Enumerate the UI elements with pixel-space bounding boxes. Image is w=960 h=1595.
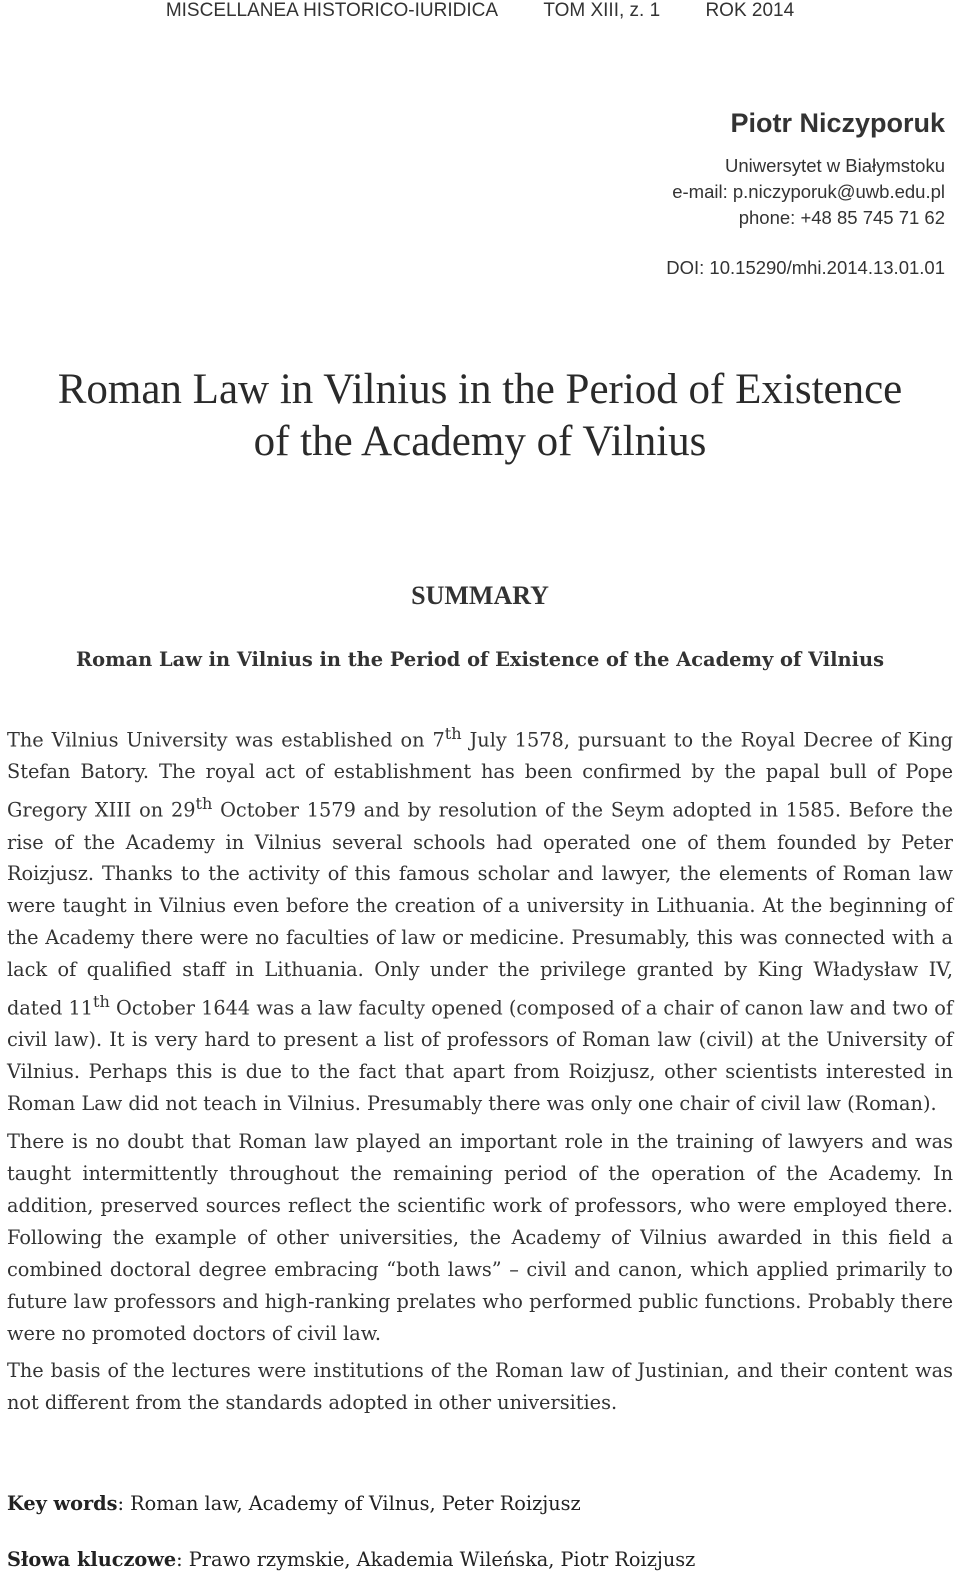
publication-year: ROK 2014 (705, 0, 795, 21)
title-line-2: of the Academy of Vilnius (253, 418, 707, 465)
keywords-value: : Roman law, Academy of Vilnus, Peter Roizjusz (117, 1492, 581, 1515)
author-email[interactable]: e-mail: p.niczyporuk@uwb.edu.pl (672, 181, 945, 202)
author-name: Piotr Niczyporuk (730, 108, 945, 138)
p1-superscript-3: th (93, 992, 110, 1012)
author-affiliation: Uniwersytet w Białymstoku (724, 155, 945, 176)
doi[interactable]: DOI: 10.15290/mhi.2014.13.01.01 (666, 257, 945, 278)
volume-number: TOM XIII, z. 1 (543, 0, 661, 21)
summary-paragraph-3: The basis of the lectures were institutions of the Roman law of Justinian, and their content was not different from the standards adopted in other universities. (7, 1359, 953, 1415)
keywords-pl-label: Słowa kluczowe (7, 1548, 177, 1571)
p1-text-a: The Vilnius University was established on 7 (7, 728, 445, 752)
keywords-english (7, 1492, 953, 1515)
p1-text-d: October 1644 was a law faculty opened (composed of a chair of canon law and two of civil law). It is very hard to present a list of professors of Roman law (civil) at the University of Vilnius. Perhaps this is due to the fact that apart from Roizjusz, other scientists interested in Roman Law did not teach in Vilnius. Presumably there was only one chair of civil law (Roman). (7, 996, 953, 1116)
keywords-label: Key words (7, 1492, 118, 1515)
summary-subtitle: Roman Law in Vilnius in the Period of Existence of the Academy of Vilnius (76, 648, 884, 671)
title-line-1: Roman Law in Vilnius in the Period of Existence (57, 366, 903, 413)
running-header (0, 0, 960, 24)
keywords-polish (7, 1548, 953, 1571)
keywords-pl-value: : Prawo rzymskie, Akademia Wileńska, Piotr Roizjusz (176, 1548, 696, 1571)
journal-name: MISCELLANEA HISTORICO-IURIDICA (165, 0, 499, 21)
p1-superscript-1: th (444, 724, 462, 743)
summary-heading: SUMMARY (411, 581, 549, 610)
summary-paragraph-1 (7, 718, 953, 1120)
author-phone: phone: +48 85 745 71 62 (738, 207, 945, 228)
article-title (0, 364, 960, 468)
p1-text-c: October 1579 and by resolution of the Seym adopted in 1585. Before the rise of the Academy in Vilnius several schools had operated one of them founded by Peter Roizjusz. Thanks to the activity of this famous scholar and lawyer, the elements of Roman law were taught in Vilnius even before the creation of a university in Lithuania. At the beginning of the Academy there were no faculties of law or medicine. Presumably, this was connected with a lack of qualified staff in Lithuania. Only under the privilege granted by King Władysław IV, dated 11 (7, 798, 953, 1020)
p1-text-b: July 1578, pursuant to the Royal Decree of King Stefan Batory. The royal act of establishment has been confirmed by the papal bull of Pope Gregory XIII on 29 (7, 728, 953, 822)
summary-paragraph-2: There is no doubt that Roman law played an important role in the training of lawyers and was taught intermittently throughout the remaining period of the operation of the Academy. In addition, preserved sources reflect the scientific work of professors, who were employed there. Following the example of other universities, the Academy of Vilnius awarded in this field a combined doctoral degree embracing “both laws” – civil and canon, which applied primarily to future law professors and high-ranking prelates who performed public functions. Probably there were no promoted doctors of civil law. (7, 1130, 953, 1345)
author-block (666, 108, 945, 279)
summary-body (7, 718, 953, 1425)
p1-superscript-2: th (195, 794, 213, 814)
